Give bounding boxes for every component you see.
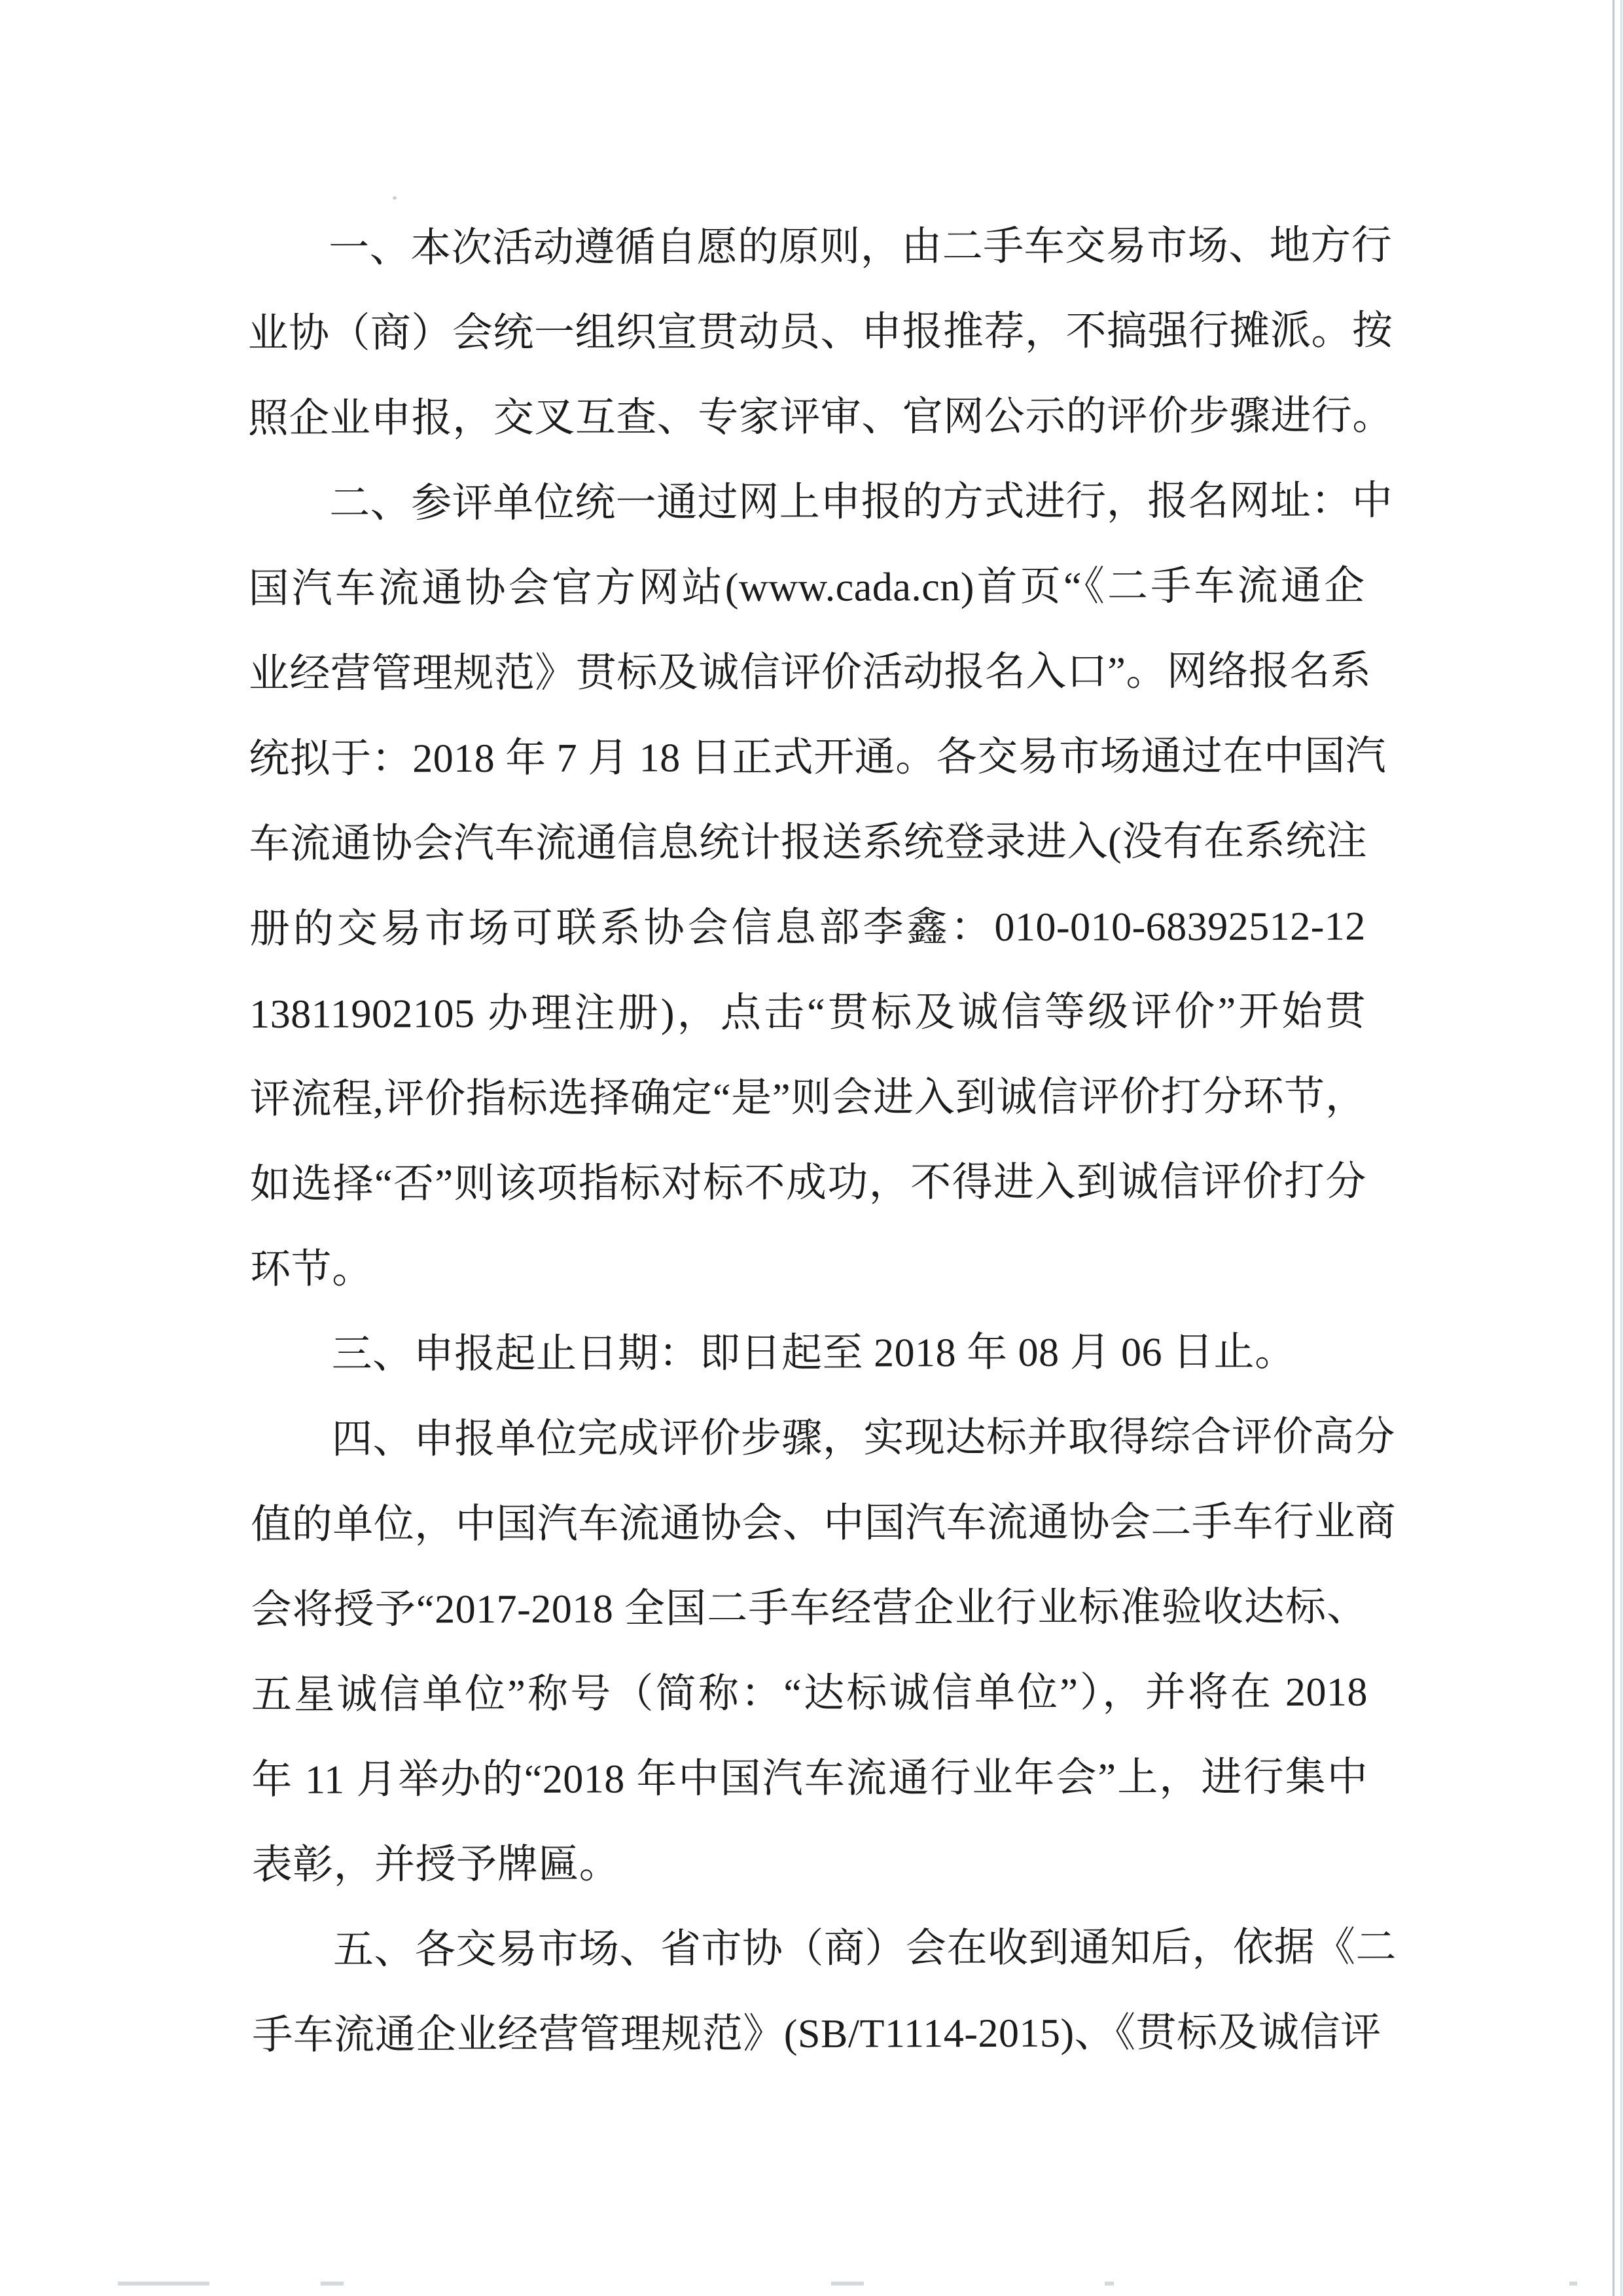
text-line: 表彰，并授予牌匾。 [251,1842,620,1888]
text-line: 统拟于：2018 年 7 月 18 日正式开通。各交易市场通过在中国汽 [249,734,1387,781]
text-line: 照企业申报，交叉互查、专家评审、官网公示的评价步骤进行。 [247,393,1393,441]
scan-artifact-bottom-dash [1105,2282,1114,2286]
text-line: 13811902105 办理注册)，点击“贯标及诚信等级评价”开始贯 [249,989,1366,1037]
scan-artifact-bottom-dash [118,2282,209,2286]
text-line: 册的交易市场可联系协会信息部李鑫：010-010-68392512-12 [249,904,1366,952]
text-line: 评流程,评价指标选择确定“是”则会进入到诚信评价打分环节， [249,1074,1366,1122]
text-line: 三、申报起止日期：即日起至 2018 年 08 月 06 日止。 [331,1329,1296,1377]
scan-artifact-right-edge-blue-line [1620,0,1622,2296]
text-line: 业协（商）会统一组织宣贯动员、申报推荐，不搞强行摊派。按 [247,308,1393,356]
text-line: 车流通协会汽车流通信息统计报送系统登录进入(没有在系统注 [249,819,1368,867]
text-line: 五星诚信单位”称号（简称：“达标诚信单位”），并将在 2018 [251,1670,1368,1717]
text-line: 如选择“否”则该项指标对标不成功，不得进入到诚信评价打分 [249,1159,1366,1207]
text-line: 四、申报单位完成评价步骤，实现达标并取得综合评价高分 [331,1414,1396,1462]
text-line: 五、各交易市场、省市协（商）会在收到通知后，依据《二 [332,1925,1397,1973]
text-line: 国汽车流通协会官方网站(www.cada.cn)首页“《二手车流通企 [248,564,1365,611]
text-line: 二、参评单位统一通过网上申报的方式进行，报名网址：中 [329,478,1393,526]
text-line: 值的单位，中国汽车流通协会、中国汽车流通协会二手车行业商 [251,1499,1397,1547]
scan-artifact-speck [393,196,397,200]
scan-artifact-bottom-dash [321,2282,344,2286]
scan-artifact-bottom-dash [831,2282,864,2286]
text-line: 手车流通企业经营管理规范》(SB/T1114-2015)、《贯标及诚信评 [252,2010,1382,2058]
text-line: 年 11 月举办的“2018 年中国汽车流通行业年会”上，进行集中 [251,1755,1368,1803]
text-line: 会将授予“2017-2018 全国二手车经营企业行业标准验收达标、 [251,1585,1368,1632]
text-line: 业经营管理规范》贯标及诚信评价活动报名入口”。网络报名系 [248,649,1372,696]
text-line: 环节。 [250,1247,373,1292]
scan-artifact-right-edge-line [1613,0,1614,2296]
scan-artifact-bottom-dash [1569,2282,1577,2286]
text-line: 一、本次活动遵循自愿的原则，由二手车交易市场、地方行 [329,223,1393,271]
document-body-text [247,204,1397,2078]
